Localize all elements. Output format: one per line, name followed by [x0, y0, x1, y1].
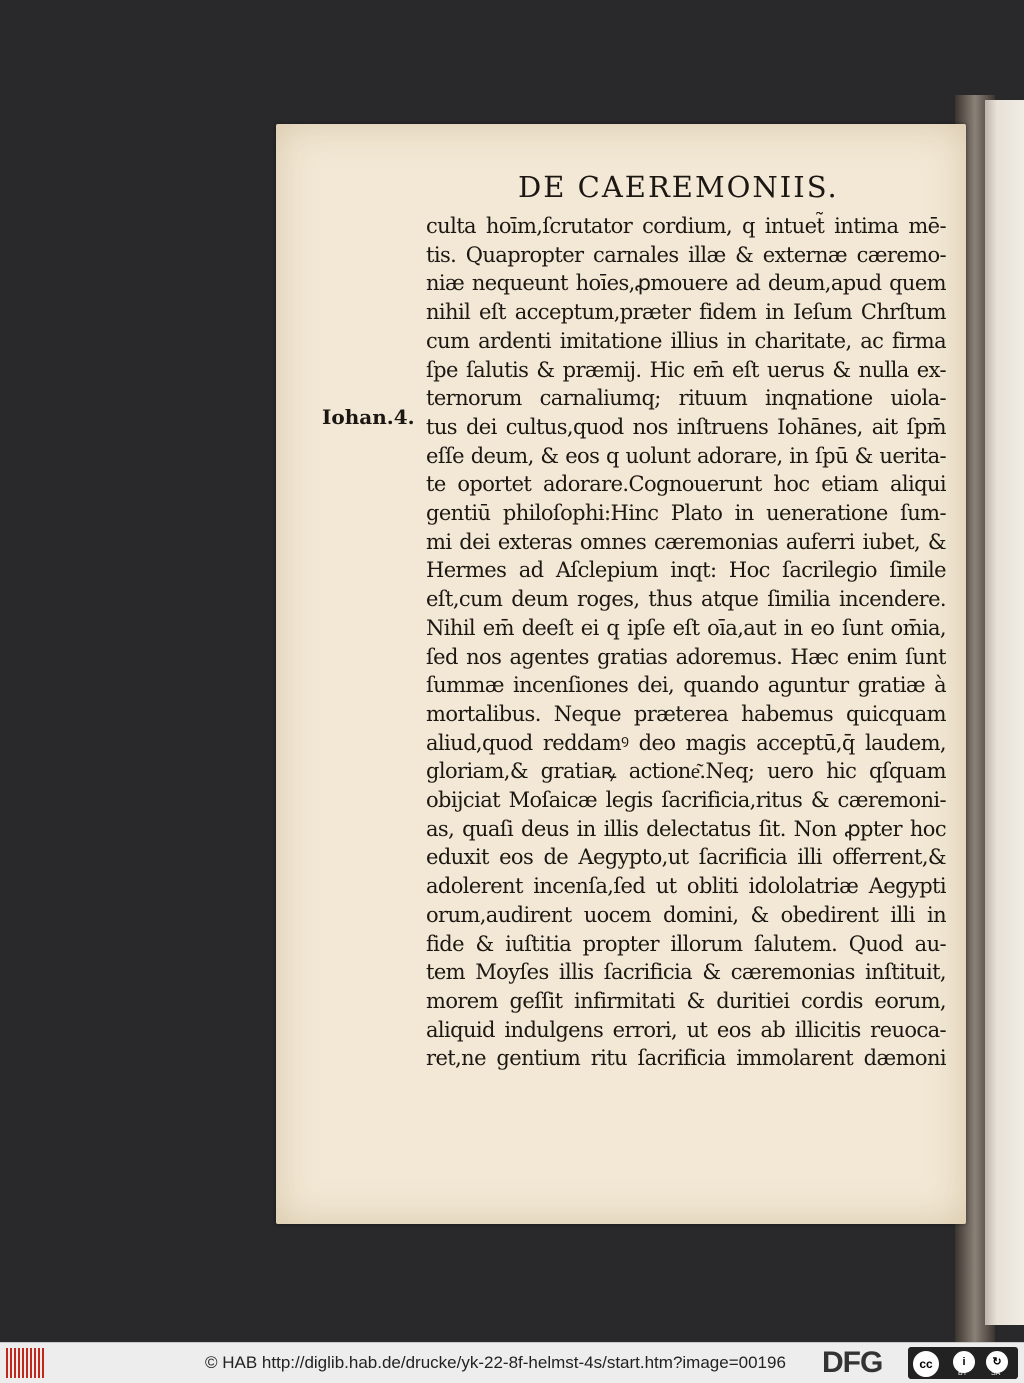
text-line: Nihil em̄ deeſt ei q ipſe eſt oīa,aut in eo ſunt om̄ia,	[426, 615, 946, 640]
text-line: culta hoīm,ſcrutator cordium, q intuet̃ intima mē-	[426, 214, 946, 238]
text-line: adolerent incenſa,ſed ut obliti idololatriæ Aegypti	[426, 874, 946, 899]
sa-label: SA	[991, 1370, 1001, 1377]
text-line: niæ nequeunt hoīes,ꝓmouere ad deum,apud quem	[426, 271, 946, 296]
text-line: ſed nos agentes gratias adoremus. Hæc enim ſunt	[426, 644, 946, 669]
copyright-url[interactable]: © HAB http://diglib.hab.de/drucke/yk-22-8f-helmst-4s/start.htm?image=00196	[205, 1353, 786, 1372]
text-line: ternorum carnaliumq; rituum inqnatione uiola-	[426, 386, 946, 411]
text-line: aliquid indulgens errori, ut eos ab illicitis reuoca-	[426, 1017, 946, 1042]
text-line: aliud,quod reddamꝰ deo magis acceptū,q̄ laudem,	[426, 730, 946, 755]
text-line: tus dei cultus,quod nos inſtruens Iohānes, ait ſpm̄	[426, 414, 946, 439]
running-head: DE CAEREMONIIS.	[518, 170, 839, 204]
text-line: gloriam,& gratiaꝶ actione͂.Neq; uero hic qſquam	[426, 759, 946, 784]
text-line: fide & iuſtitia propter illorum ſalutem. Quod au-	[426, 931, 946, 956]
dfg-logo[interactable]: DFG	[822, 1346, 883, 1379]
text-line: ſpe ſalutis & præmij. Hic em̄ eſt uerus & nulla ex-	[426, 357, 946, 382]
text-line: mortalibus. Neque præterea habemus quicquam	[426, 701, 946, 726]
text-line: ret,ne gentium ritu ſacrificia immolarent dæmoni	[426, 1046, 946, 1071]
text-line: Hermes ad Aſclepium inqt: Hoc ſacrilegio ſimile	[426, 558, 946, 583]
marginal-note: Iohan.4.	[322, 405, 415, 429]
by-icon: i	[953, 1351, 975, 1373]
text-line: morem geſſit infirmitati & duritiei cordis eorum,	[426, 988, 946, 1013]
cc-license-badge[interactable]	[908, 1347, 1018, 1379]
text-line: orum,audirent uocem domini, & obedirent illi in	[426, 902, 946, 927]
text-line: eſt,cum deum roges, thus atque ſimilia incendere.	[426, 587, 946, 612]
facing-page-edge	[985, 100, 1024, 1325]
text-line: gentiū philoſophi:Hinc Plato in ueneratione ſum-	[426, 501, 946, 526]
text-line: te oportet adorare.Cognouerunt hoc etiam aliqui	[426, 472, 946, 497]
text-line: tem Moyſes illis ſacrificia & cæremonias inſtituit,	[426, 960, 946, 985]
text-line: mi dei exteras omnes cæremonias auferri iubet, &	[426, 529, 946, 554]
text-line: cum ardenti imitatione illius in charitate, ac firma	[426, 328, 946, 353]
text-line: as, quaſi deus in illis delectatus ſit. Non ꝓpter hoc	[426, 816, 946, 841]
page-body-text	[426, 212, 946, 1073]
sa-icon: ↻	[986, 1351, 1008, 1373]
text-line: ſummæ incenſiones dei, quando aguntur gratiæ à	[426, 673, 946, 698]
by-label: BY	[958, 1370, 968, 1377]
text-line: tis. Quapropter carnales illæ & externæ cæremo-	[426, 242, 946, 267]
hab-logo-icon[interactable]	[6, 1348, 46, 1378]
text-line: obijciat Moſaicæ legis ſacrificia,ritus & cæremoni-	[426, 788, 946, 813]
cc-icon: cc	[913, 1351, 939, 1377]
text-line: nihil eſt acceptum,præter fidem in Ieſum Chrſtum	[426, 300, 946, 325]
text-line: eſſe deum, & eos q uolunt adorare, in ſpū & uerita-	[426, 443, 946, 468]
text-line: eduxit eos de Aegypto,ut ſacrificia illi offerrent,&	[426, 845, 946, 870]
viewer-footer	[0, 1342, 1024, 1383]
